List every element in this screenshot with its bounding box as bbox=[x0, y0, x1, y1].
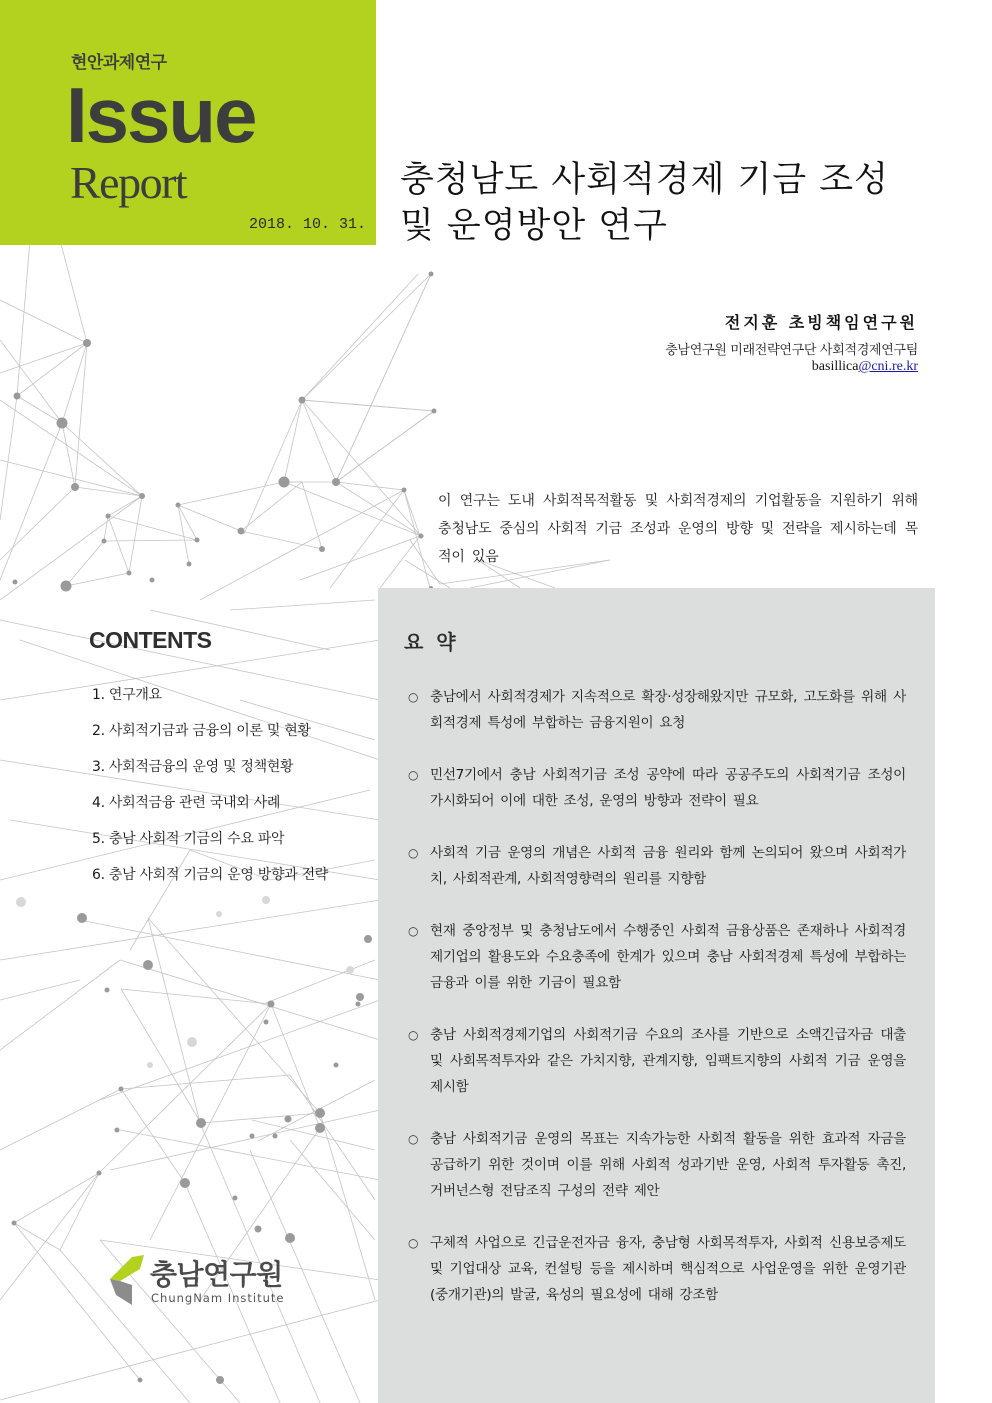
contents-heading: CONTENTS bbox=[89, 627, 212, 653]
summary-item-text: 충남에서 사회적경제가 지속적으로 확장·성장해왔지만 규모화, 고도화를 위해 사회적경제 특성에 부합하는 금융지원이 요청 bbox=[430, 689, 906, 731]
summary-item bbox=[408, 840, 906, 892]
author-block bbox=[665, 310, 918, 375]
summary-panel bbox=[378, 588, 935, 1403]
email-link[interactable]: @cni.re.kr bbox=[858, 359, 918, 374]
circle-bullet-icon: ○ bbox=[408, 690, 419, 704]
author-email bbox=[665, 359, 918, 375]
summary-item-text: 사회적 기금 운영의 개념은 사회적 금융 원리와 함께 논의되어 왔으며 사회적가치, 사회적관계, 사회적영향력의 원리를 지향함 bbox=[430, 845, 906, 887]
issue-wordmark: Issue bbox=[66, 71, 256, 159]
summary-item bbox=[408, 918, 906, 996]
institute-name-english: ChungNam Institute bbox=[151, 1291, 285, 1305]
summary-item-text: 구체적 사업으로 긴급운전자금 융자, 충남형 사회목적투자, 사회적 신용보증제도 및 기업대상 교육, 컨설팅 등을 제시하며 핵심적으로 사업운영을 위한 운영기관(중개기관)의 발굴, 육성의 필요성에 대해 강조함 bbox=[430, 1235, 906, 1303]
author-affiliation: 충남연구원 미래전략연구단 사회적경제연구팀 bbox=[665, 343, 918, 358]
summary-item bbox=[408, 1126, 906, 1204]
summary-heading: 요 약 bbox=[404, 630, 459, 654]
series-label: 현안과제연구 bbox=[71, 53, 167, 73]
summary-item-text: 충남 사회적경제기업의 사회적기금 수요의 조사를 기반으로 소액긴급자금 대출 및 사회목적투자와 같은 가치지향, 관계지향, 임팩트지향의 사회적 기금 운영을 제시함 bbox=[430, 1027, 906, 1095]
summary-item bbox=[408, 1230, 906, 1308]
circle-bullet-icon: ○ bbox=[408, 768, 419, 782]
summary-list bbox=[408, 684, 906, 1308]
contents-item: 6. 충남 사회적 기금의 운영 방향과 전략 bbox=[92, 867, 329, 883]
contents-item: 3. 사회적금융의 운영 및 정책현황 bbox=[92, 759, 294, 775]
circle-bullet-icon: ○ bbox=[408, 1236, 419, 1250]
circle-bullet-icon: ○ bbox=[408, 1132, 419, 1146]
institute-name-korean: 충남연구원 bbox=[150, 1258, 283, 1291]
author-name: 전지훈 초빙책임연구원 bbox=[724, 313, 918, 332]
contents-item: 2. 사회적기금과 금융의 이론 및 현황 bbox=[92, 723, 311, 739]
circle-bullet-icon: ○ bbox=[408, 846, 419, 860]
abstract-text: 이 연구는 도내 사회적목적활동 및 사회적경제의 기업활동을 지원하기 위해 충청남도 중심의 사회적 기금 조성과 운영의 방향 및 전략을 제시하는데 목적이 있음 bbox=[438, 493, 918, 565]
document-title-line-2: 및 운영방안 연구 bbox=[400, 206, 668, 246]
summary-item-text: 현재 중앙정부 및 충청남도에서 수행중인 사회적 금융상품은 존재하나 사회적경제기업의 활용도와 수요충족에 한계가 있으며 충남 사회적경제 특성에 부합하는 금융과 이를 위한 기금이 필요함 bbox=[430, 923, 906, 991]
contents-item: 1. 연구개요 bbox=[92, 687, 162, 703]
report-wordmark: Report bbox=[70, 157, 187, 208]
summary-item bbox=[408, 684, 906, 736]
contents-item: 5. 충남 사회적 기금의 수요 파악 bbox=[92, 831, 285, 847]
circle-bullet-icon: ○ bbox=[408, 1028, 419, 1042]
summary-item-text: 민선7기에서 충남 사회적기금 조성 공약에 따라 공공주도의 사회적기금 조성이 가시화되어 이에 대한 조성, 운영의 방향과 전략이 필요 bbox=[430, 767, 906, 809]
circle-bullet-icon: ○ bbox=[408, 924, 419, 938]
chungnam-logo-mark-icon bbox=[110, 1255, 144, 1305]
report-header-banner bbox=[0, 0, 376, 245]
email-user: basillica bbox=[811, 359, 859, 374]
summary-item bbox=[408, 762, 906, 814]
summary-item bbox=[408, 1022, 906, 1100]
summary-item-text: 충남 사회적기금 운영의 목표는 지속가능한 사회적 활동을 위한 효과적 자금을 공급하기 위한 것이며 이를 위해 사회적 성과기반 운영, 사회적 투자활동 촉진, 거버넌스형 전담조직 구성의 전략 제안 bbox=[430, 1131, 906, 1199]
contents-list bbox=[92, 684, 328, 900]
document-title bbox=[400, 157, 940, 249]
publication-date: 2018. 10. 31. bbox=[248, 216, 366, 233]
document-title-line-1: 충청남도 사회적경제 기금 조성 bbox=[400, 160, 889, 200]
contents-item: 4. 사회적금융 관련 국내외 사례 bbox=[92, 795, 281, 811]
